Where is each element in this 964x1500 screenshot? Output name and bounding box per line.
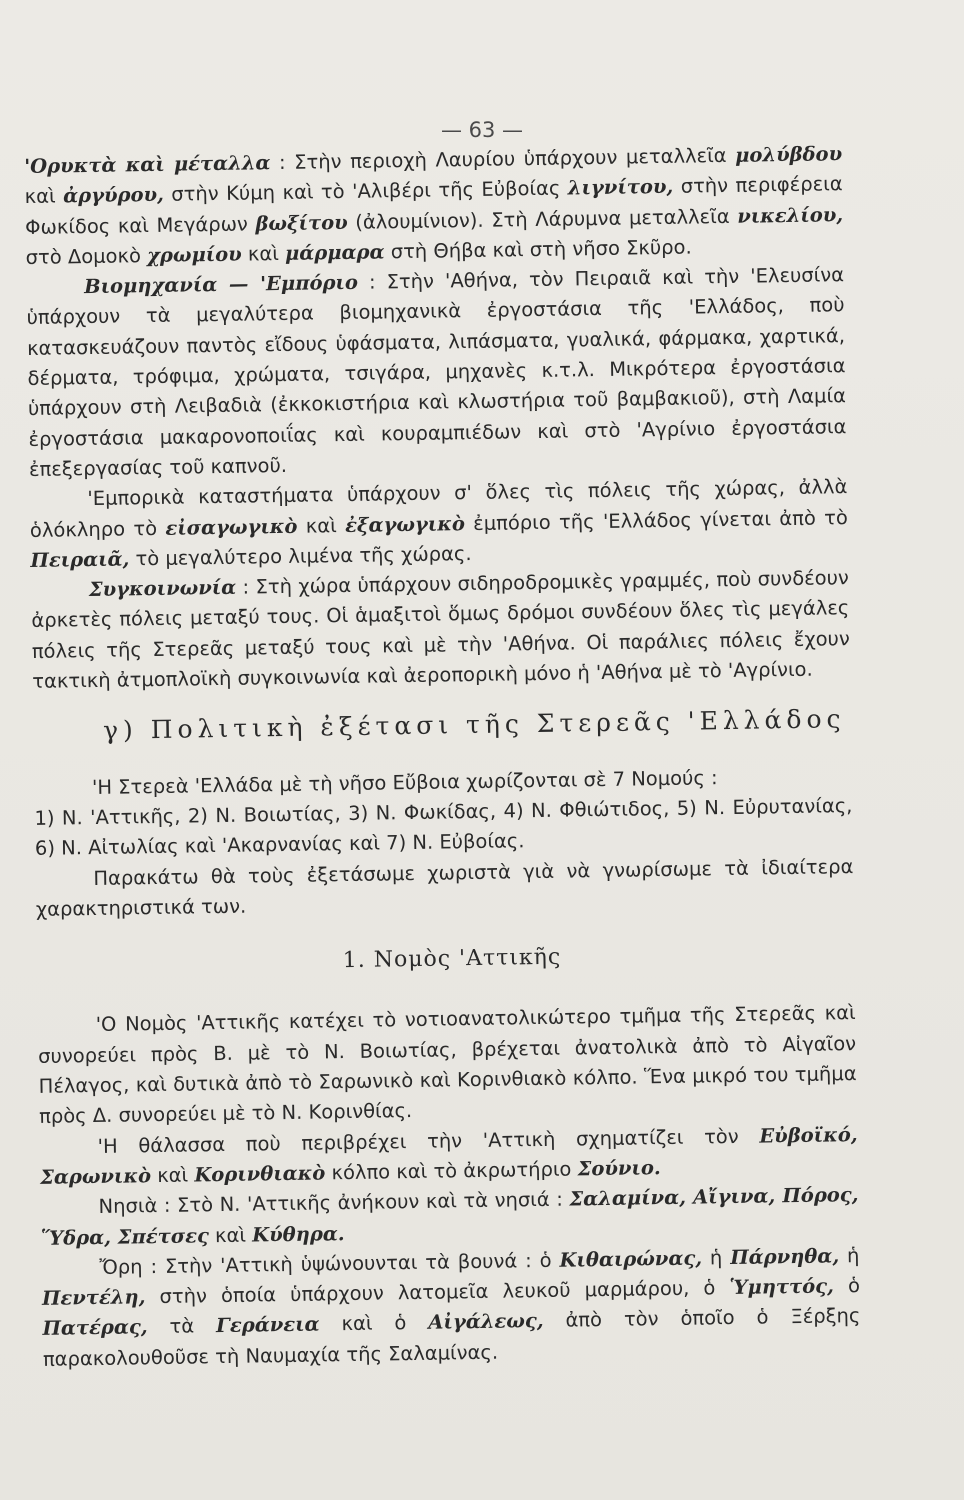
paragraph-prefectures-list: 1) Ν. 'Αττικῆς, 2) Ν. Βοιωτίας, 3) Ν. Φωκίδας, 4) Ν. Φθιώτιδος, 5) Ν. Εὐρυτανίας, 6) Ν. Αἰτωλίας καὶ 'Ακαρνανίας καὶ 7) Ν. Εὐβοίας. [34, 794, 853, 861]
paragraph-attica-borders: 'Ο Νομὸς 'Αττικῆς κατέχει τὸ νοτιοανατολικώτερο τμῆμα τῆς Στερεᾶς καὶ συνορεύει πρὸς Β. μὲ τὸ Ν. Βοιωτίας, βρέχεται ἀνατολικὰ ἀπὸ τὸ Αἰγαῖον Πέλαγος, καὶ δυτικὰ ἀπὸ τὸ Σαρωνικὸ καὶ Κορινθιακὸ κόλπο. Ἕνα μικρό του τμῆμα πρὸς Δ. συνορεύει μὲ τὸ Ν. Κορινθίας. [38, 1001, 857, 1129]
paragraph-overview: Παρακάτω θὰ τοὺς ἐξετάσωμε χωριστὰ γιὰ νὰ γνωρίσωμε τὰ ἰδιαίτερα χαρακτηριστικά των. [35, 854, 854, 921]
minerals-heading: 'Ορυκτὰ καὶ μέταλλα [24, 151, 271, 178]
paragraph-commerce: 'Εμπορικὰ καταστήματα ὑπάρχουν σ' ὅλες τὶς πόλεις τῆς χώρας, ἀλλὰ ὁλόκληρο τὸ εἰσαγωγικὸ καὶ ἐξαγωγικὸ ἐμπόριο τῆς 'Ελλάδος γίνεται ἀπὸ τὸ Πειραιᾶ, τὸ μεγαλύτερο λιμένα τῆς χώρας. [29, 475, 849, 572]
paragraph-attica-sea: 'Η θάλασσα ποὺ περιβρέχει τὴν 'Αττικὴ σχηματίζει τὸν Εὐβοϊκό, Σαρωνικὸ καὶ Κορινθιακὸ κόλπο καὶ τὸ ἀκρωτήριο Σούνιο. [39, 1122, 858, 1189]
paragraph-transport: Συγκοινωνία : Στὴ χώρα ὑπάρχουν σιδηροδρομικὲς γραμμές, ποὺ συνδέουν ἀρκετὲς πόλεις μεταξύ τους. Οἱ ἁμαξιτοὶ ὅμως δρόμοι συνδέουν ὅλες τὶς μεγάλες πόλεις τῆς Στερεᾶς μεταξύ τους καὶ μὲ τὴν 'Αθήνα. Οἱ παράλιες πόλεις ἔχουν τακτικὴ ἀτμοπλοϊκὴ συγκοινωνία καὶ ἀεροπορικὴ μόνο ἡ 'Αθήνα μὲ τὸ 'Αγρίνιο. [31, 566, 850, 693]
paragraph-attica-islands: Νησιὰ : Στὸ Ν. 'Αττικῆς ἀνήκουν καὶ τὰ νησιά : Σαλαμίνα, Αἴγινα, Πόρος, Ὕδρα, Σπέτσες καὶ Κύθηρα. [40, 1183, 859, 1250]
paragraph-industry: Βιομηχανία — 'Εμπόριο : Στὴν 'Αθήνα, τὸν Πειραιᾶ καὶ τὴν 'Ελευσίνα ὑπάρχουν τὰ μεγαλύτερα βιομηχανικὰ ἐργοστάσια τῆς 'Ελλάδος, ποὺ κατασκευάζουν παντὸς εἴδους ὑφάσματα, λιπάσματα, γυαλικά, φάρμακα, χαρτικά, δέρματα, τρόφιμα, χρώματα, τσιγάρα, μηχανὲς κ.τ.λ. Μικρότερα ἐργοστάσια ὑπάρχουν στὴ Λειβαδιὰ (ἐκκοκιστήρια καὶ κλωστήρια τοῦ βαμβακιοῦ), στὴ Λαμία ἐργοστάσια μακαρονοποιΐας καὶ κουραμπιέδων καὶ στὸ 'Αγρίνιο ἐργοστάσια ἐπεξεργασίας τοῦ καπνοῦ. [26, 263, 847, 481]
industry-heading: Βιομηχανία — 'Εμπόριο [83, 270, 359, 299]
page-text [24, 139, 861, 1375]
page-number: — 63 — [440, 118, 524, 142]
transport-heading: Συγκοινωνία [88, 575, 237, 602]
subsection-heading: 1. Νομὸς 'Αττικῆς [342, 944, 562, 974]
paragraph-prefectures-intro: 'Η Στερεὰ 'Ελλάδα μὲ τὴ νῆσο Εὔβοια χωρίζονται σὲ 7 Νομούς : [91, 765, 718, 799]
paragraph-attica-mountains: Ὄρη : Στὴν 'Αττικὴ ὑψώνουνται τὰ βουνά : ὁ Κιθαιρώνας, ἡ Πάρνηθα, ἡ Πεντέλη, στὴν ὁποία ὑπάρχουν λατομεῖα λευκοῦ μαρμάρου, ὁ Ὑμηττός, ὁ Πατέρας, τὰ Γεράνεια καὶ ὁ Αἰγάλεως, ἀπὸ τὸν ὁποῖο ὁ Ξέρξης παρακολουθοῦσε τὴ Ναυμαχία τῆς Σαλαμίνας. [41, 1243, 861, 1371]
section-heading: γ) Πολιτικὴ ἐξέτασι τῆς Στερεᾶς 'Ελλάδος [102, 704, 846, 746]
paragraph-minerals: 'Ορυκτὰ καὶ μέταλλα : Στὴν περιοχὴ Λαυρίου ὑπάρχουν μεταλλεῖα μολύβδου καὶ ἀργύρου, στὴν Κύμη καὶ τὸ 'Αλιβέρι τῆς Εὐβοίας λιγνίτου, στὴν περιφέρεια Φωκίδος καὶ Μεγάρων βωξίτου (ἀλουμίνιον). Στὴ Λάρυμνα μεταλλεῖα νικελίου, στὸ Δομοκὸ χρωμίου καὶ μάρμαρα στὴ Θήβα καὶ στὴ νῆσο Σκῦρο. [24, 142, 844, 269]
